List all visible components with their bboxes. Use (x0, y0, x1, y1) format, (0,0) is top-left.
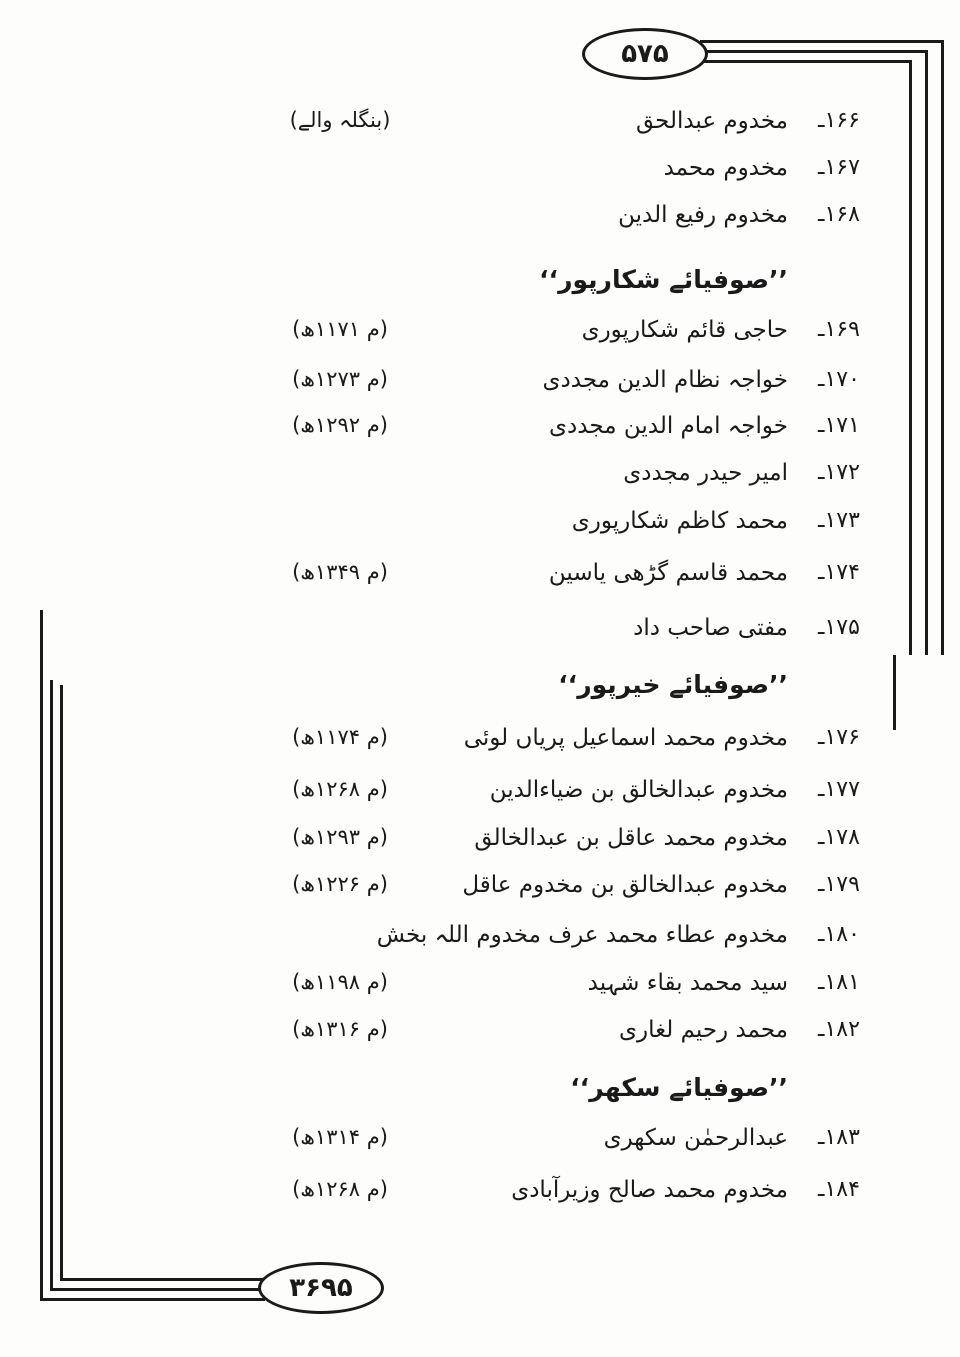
section-heading (0, 670, 960, 710)
entry-note: (م ۱۲۲۶ھ) (292, 872, 388, 896)
section-heading (0, 1073, 960, 1113)
list-item (0, 825, 960, 865)
entry-name: مخدوم محمد (663, 155, 788, 181)
section-heading-text: ’’صوفیائے شکارپور‘‘ (539, 265, 788, 294)
entry-number: ۱۶۸ـ (818, 202, 860, 227)
header-page-number-text: ۵۷۵ (621, 39, 669, 69)
entry-note: (م ۱۳۱۶ھ) (292, 1017, 388, 1041)
bottom-frame-line-1 (40, 1298, 265, 1301)
entry-name: سید محمد بقاء شہید (587, 970, 788, 996)
section-heading (0, 265, 960, 305)
entry-name: مفتی صاحب داد (633, 615, 788, 641)
list-item (0, 872, 960, 912)
list-item (0, 155, 960, 195)
entry-name: مخدوم رفیع الدین (618, 202, 788, 228)
entry-note: (بنگلہ والے) (289, 108, 391, 132)
entry-name: مخدوم محمد اسماعیل پریاں لوئی (463, 725, 788, 751)
entry-number: ۱۷۸ـ (818, 825, 860, 850)
entry-note: (م ۱۱۷۱ھ) (292, 317, 388, 341)
entry-note: (م ۱۱۷۴ھ) (292, 725, 388, 749)
footer-page-number-text: ۳۶۹۵ (289, 1273, 353, 1303)
footer-page-number (258, 1262, 384, 1314)
entry-name: حاجی قائم شکارپوری (581, 317, 788, 343)
top-frame-line-3 (700, 60, 912, 63)
entry-number: ۱۷۵ـ (818, 615, 860, 640)
list-item (0, 108, 960, 148)
entry-name: مخدوم عبدالخالق بن مخدوم عاقل (462, 872, 788, 898)
entry-name: خواجہ امام الدین مجددی (549, 413, 788, 439)
entry-note: (م ۱۳۴۹ھ) (292, 560, 388, 584)
entry-number: ۱۶۷ـ (818, 155, 860, 180)
entry-number: ۱۸۲ـ (818, 1017, 860, 1042)
entry-name: مخدوم عطاء محمد عرف مخدوم اللہ بخش (376, 922, 788, 948)
entry-number: ۱۸۰ـ (818, 922, 860, 947)
entry-name: خواجہ نظام الدین مجددی (542, 367, 788, 393)
entry-number: ۱۷۴ـ (818, 560, 860, 585)
entry-name: محمد کاظم شکارپوری (571, 508, 788, 534)
list-item (0, 413, 960, 453)
entry-number: ۱۷۹ـ (818, 872, 860, 897)
entry-number: ۱۷۱ـ (818, 413, 860, 438)
entry-name: محمد قاسم گڑھی یاسین (548, 560, 788, 586)
entry-name: محمد رحیم لغاری (619, 1017, 788, 1043)
entry-number: ۱۶۹ـ (818, 317, 860, 342)
entry-note: (م ۱۳۱۴ھ) (292, 1125, 388, 1149)
entry-note: (م ۱۱۹۸ھ) (292, 970, 388, 994)
list-item (0, 1177, 960, 1217)
entry-name: مخدوم عبدالخالق بن ضیاءالدین (489, 777, 788, 803)
entry-number: ۱۷۶ـ (818, 725, 860, 750)
entry-number: ۱۸۴ـ (818, 1177, 860, 1202)
entry-number: ۱۷۰ـ (818, 367, 860, 392)
entry-name: امیر حیدر مجددی (623, 460, 788, 486)
bottom-frame-line-2 (50, 1288, 265, 1291)
entry-number: ۱۷۲ـ (818, 460, 860, 485)
list-item (0, 508, 960, 548)
section-heading-text: ’’صوفیائے خیرپور‘‘ (558, 670, 788, 699)
section-heading-text: ’’صوفیائے سکھر‘‘ (570, 1073, 788, 1102)
list-item (0, 317, 960, 357)
list-item (0, 922, 960, 962)
list-item (0, 615, 960, 655)
list-item (0, 970, 960, 1010)
entry-name: مخدوم محمد عاقل بن عبدالخالق (474, 825, 788, 851)
entry-number: ۱۸۱ـ (818, 970, 860, 995)
header-page-number (582, 28, 708, 80)
entry-name: عبدالرحمٰن سکھری (603, 1125, 788, 1151)
list-item (0, 202, 960, 242)
list-item (0, 367, 960, 407)
entry-note: (م ۱۲۹۲ھ) (292, 413, 388, 437)
entry-number: ۱۷۳ـ (818, 508, 860, 533)
list-item (0, 725, 960, 765)
entry-number: ۱۷۷ـ (818, 777, 860, 802)
bottom-frame-line-3 (60, 1278, 265, 1281)
entry-name: مخدوم عبدالحق (635, 108, 788, 134)
entry-note: (م ۱۲۶۸ھ) (292, 777, 388, 801)
entry-name: مخدوم محمد صالح وزیرآبادی (511, 1177, 788, 1203)
list-item (0, 560, 960, 600)
entry-note: (م ۱۲۷۳ھ) (292, 367, 388, 391)
entry-note: (م ۱۲۹۳ھ) (292, 825, 388, 849)
entry-number: ۱۶۶ـ (818, 108, 860, 133)
list-item (0, 1125, 960, 1165)
list-item (0, 777, 960, 817)
list-item (0, 460, 960, 500)
top-frame-line-1 (700, 40, 944, 43)
entry-number: ۱۸۳ـ (818, 1125, 860, 1150)
list-item (0, 1017, 960, 1057)
top-frame-line-2 (700, 50, 928, 53)
entry-note: (م ۱۲۶۸ھ) (292, 1177, 388, 1201)
